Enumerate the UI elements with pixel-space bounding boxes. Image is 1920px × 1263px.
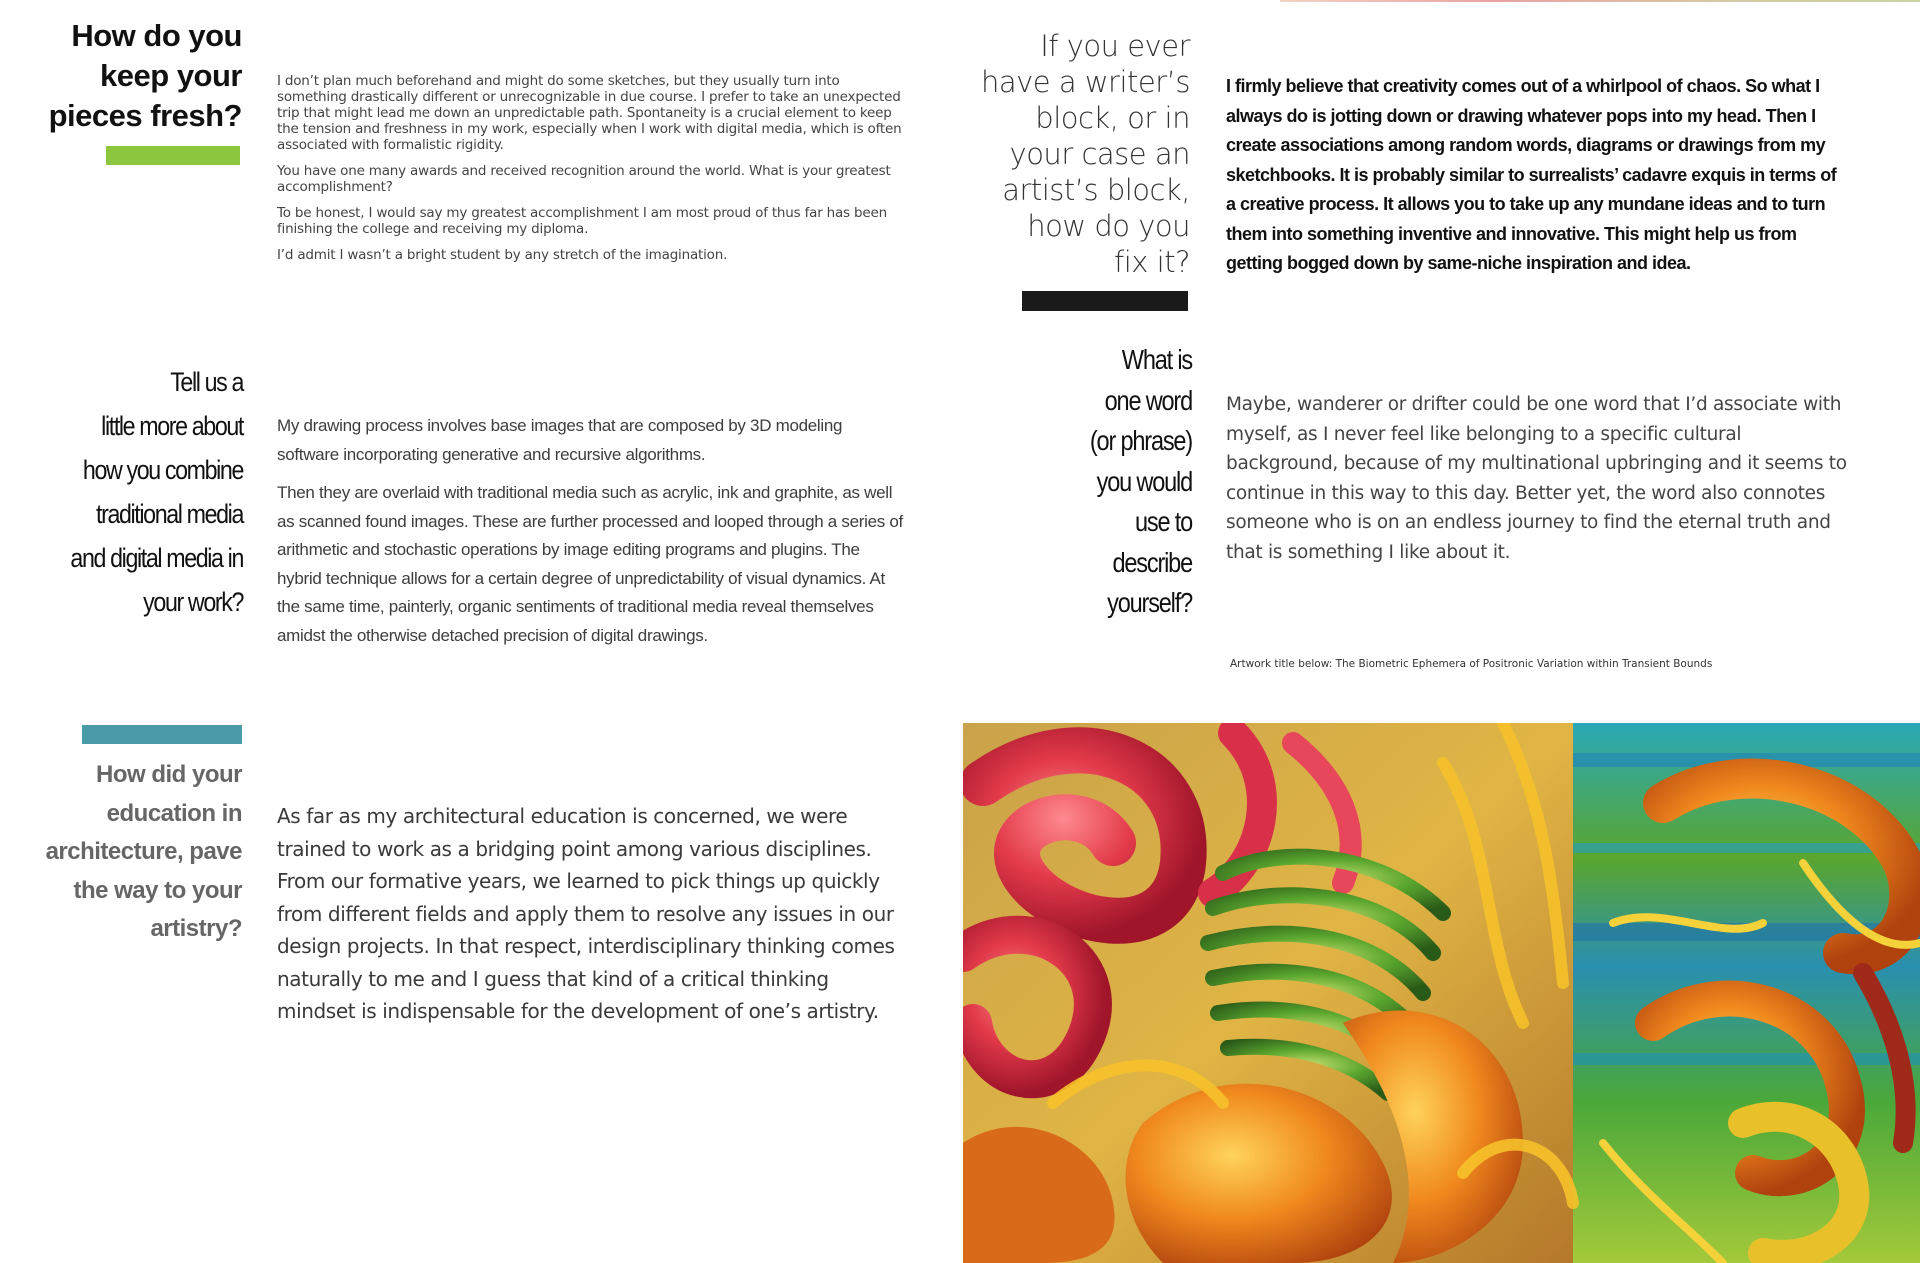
answer-artists-block: I firmly believe that creativity comes out of a whirlpool of chaos. So what I always do is jotting down or drawing whatever pops into my head. Then I create associations among random words, diagrams or drawings from my sketchbooks. It is probably similar to surrealists’ cadavre exquis in terms of a creative process. It allows you to take up any mundane ideas and to turn them into something inventive and innovative. This might help us from getting bogged down by same-niche inspiration and idea. — [1226, 76, 1837, 273]
answer-architecture-education: As far as my architectural education is concerned, we were trained to work as a bridging point among various disciplines. From our formative years, we learned to pick things up quickly from different fields and apply them to resolve any issues in our design projects. In that respect, interdisciplinary thinking comes naturally to me and I guess that kind of a critical thinking mindset is indispensable for the development of one’s artistry. — [277, 804, 895, 1023]
answer-paragraph: My drawing process involves base images that are composed by 3D modeling software incorporating generative and recursive algorithms. — [277, 416, 843, 464]
answer-paragraph: I’d admit I wasn’t a bright student by any stretch of the imagination. — [277, 247, 728, 263]
artwork-caption: Artwork title below: The Biometric Ephemera of Positronic Variation within Transient Bounds — [1230, 658, 1713, 670]
question-artists-block: If you ever have a writer’s block, or in your case an artist’s block, how do you fix it? — [980, 29, 1190, 279]
answer-paragraph: To be honest, I would say my greatest accomplishment I am most proud of thus far has been finishing the college and receiving my diploma. — [277, 205, 887, 237]
question-one-word: What is one word (or phrase) you would use to describe yourself? — [1089, 344, 1192, 618]
top-accent-line — [1280, 0, 1920, 2]
question-architecture-education: How did your education in architecture, pave the way to your artistry? — [45, 761, 242, 942]
answer-paragraph: I don’t plan much beforehand and might do some sketches, but they usually turn into something drastically different or unrecognizable in due course. I prefer to take an unexpected trip that might lead me down an unpredictable path. Spontaneity is a crucial element to keep the tension and freshness in my work, especially when I work with digital media, which is often associated with formalistic rigidity. — [277, 73, 902, 153]
abstract-artwork-image — [963, 723, 1920, 1263]
question-combine-media: Tell us a little more about how you combine traditional media and digital media in your work? — [70, 367, 244, 617]
answer-combine-media — [277, 412, 907, 660]
green-accent-bar — [106, 146, 240, 165]
question-accomplishment: You have one many awards and received recognition around the world. What is your greatest accomplishment? — [277, 163, 891, 195]
answer-keep-pieces-fresh — [277, 73, 902, 273]
answer-one-word: Maybe, wanderer or drifter could be one word that I’d associate with myself, as I never feel like belonging to a specific cultural background, because of my multinational upbringing and it seems to continue in this way to this day. Better yet, the word also connotes someone who is on an endless journey to find the eternal truth and that is something I like about it. — [1226, 394, 1847, 563]
answer-paragraph: Then they are overlaid with traditional media such as acrylic, ink and graphite, as well as scanned found images. These are further processed and looped through a series of arithmetic and stochastic operations by image editing programs and plugins. The hybrid technique allows for a certain degree of unpredictability of visual dynamics. At the same time, painterly, organic sentiments of traditional media reveal themselves amidst the otherwise detached precision of digital drawings. — [277, 483, 903, 645]
question-keep-pieces-fresh: How do you keep your pieces fresh? — [48, 18, 242, 133]
teal-accent-bar — [82, 725, 242, 744]
black-accent-bar — [1022, 291, 1188, 311]
